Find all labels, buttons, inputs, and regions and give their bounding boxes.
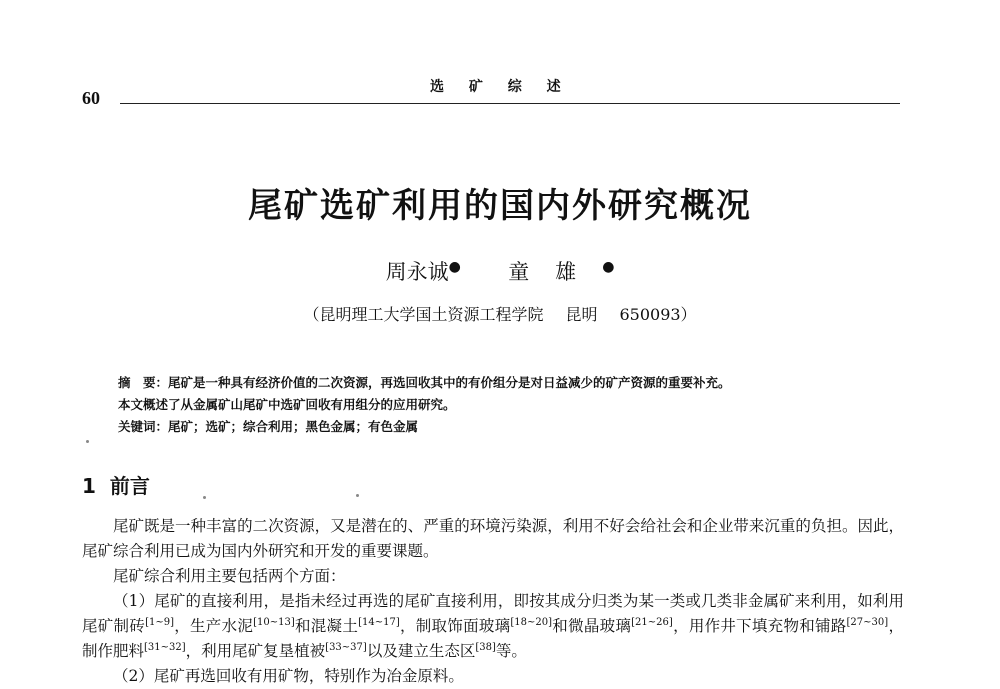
scan-speck	[356, 494, 359, 497]
abstract-block	[118, 372, 878, 438]
author-2-mark: ●	[602, 259, 615, 275]
journal-section-title: 选 矿 综 述	[430, 79, 571, 95]
affiliation-city: 昆明	[565, 305, 598, 324]
scan-speck	[203, 496, 206, 499]
text-run: 和混凝土	[294, 617, 359, 635]
page-number: 60	[82, 88, 100, 108]
paragraph-3	[82, 589, 904, 664]
author-1: 周永诚	[385, 260, 449, 284]
citation: [18~20]	[510, 616, 553, 628]
affiliation-postcode: 650093）	[619, 305, 697, 324]
citation: [1~9]	[145, 616, 174, 628]
citation: [14~17]	[358, 616, 400, 628]
author-1-mark: ●	[448, 259, 461, 275]
citation: [38]	[475, 641, 496, 653]
affiliation-name: （昆明理工大学国土资源工程学院	[303, 305, 544, 324]
author-line	[0, 256, 1000, 286]
scan-speck	[86, 440, 89, 443]
keywords-line	[118, 416, 878, 438]
text-run: ，利用尾矿复垦植被	[185, 642, 326, 660]
abstract-line-2: 本文概述了从金属矿山尾矿中选矿回收有用组分的应用研究。	[118, 397, 456, 412]
section-heading	[82, 470, 150, 499]
citation: [10~13]	[253, 616, 295, 628]
header-rule	[120, 103, 900, 104]
abstract-text-1: 尾矿是一种具有经济价值的二次资源，再选回收其中的有价组分是对日益减少的矿产资源的重要补充。	[168, 375, 731, 390]
citation: [31~32]	[144, 641, 186, 653]
text-run: ，用作井下填充物和铺路	[672, 617, 847, 635]
section-number: 1	[82, 474, 96, 498]
section-title: 前言	[109, 474, 150, 498]
abstract-label: 摘 要：	[118, 375, 169, 390]
text-run: 等。	[495, 642, 527, 660]
paragraph-2: 尾矿综合利用主要包括两个方面：	[113, 567, 346, 585]
citation: [33~37]	[325, 641, 367, 653]
abstract-line-1	[118, 372, 878, 394]
keywords-text: 尾矿；选矿；综合利用；黑色金属；有色金属	[168, 419, 419, 434]
text-run: ，制作肥料	[82, 617, 904, 660]
citation: [27~30]	[846, 616, 889, 628]
keywords-label: 关键词：	[118, 419, 169, 434]
text-run: ，生产水泥	[173, 617, 254, 635]
paragraph-1: 尾矿既是一种丰富的二次资源，又是潜在的、严重的环境污染源，利用不好会给社会和企业带来沉重的负担。因此，尾矿综合利用已成为国内外研究和开发的重要课题。	[82, 517, 904, 560]
text-run: ，制取饰面玻璃	[399, 617, 511, 635]
article-title: 尾矿选矿利用的国内外研究概况	[248, 186, 752, 226]
author-2: 童雄	[508, 260, 603, 284]
body-text	[82, 514, 904, 689]
affiliation	[0, 302, 1000, 325]
text-run: 以及建立生态区	[366, 642, 476, 660]
citation: [21~26]	[631, 616, 673, 628]
paragraph-4: （2）尾矿再选回收有用矿物，特别作为冶金原料。	[113, 667, 464, 685]
text-run: （1）尾矿的直接利用，是指未经过再选的尾矿直接利用，即按其成分归类为某一类或几类非金属矿来利用，如利用尾矿制砖	[82, 592, 904, 635]
text-run: 和微晶玻璃	[552, 617, 632, 635]
